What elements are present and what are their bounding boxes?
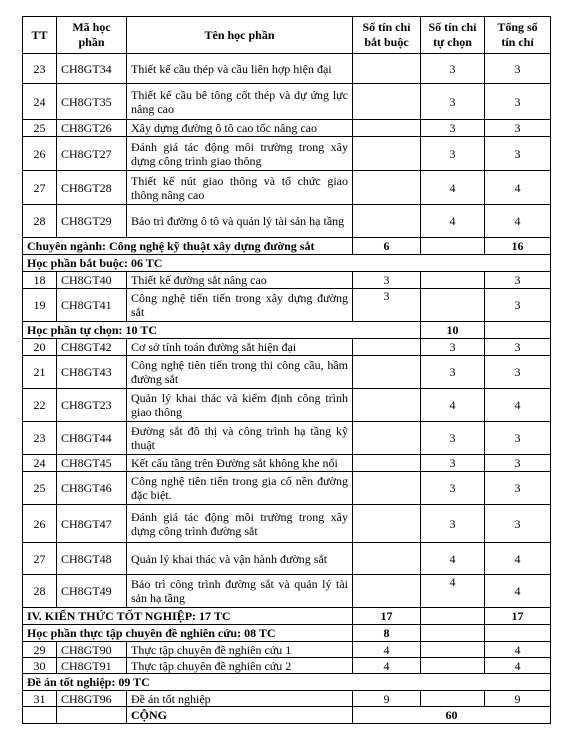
cell-name: Quản lý khai thác và kiểm định công trình giao thông [127, 389, 353, 422]
header-tt: TT [23, 17, 57, 54]
cell-tt: 25 [23, 472, 57, 505]
cell-code: CH8GT48 [57, 543, 127, 575]
cell-code: CH8GT27 [57, 137, 127, 171]
cell-total: 3 [485, 339, 551, 356]
cell-elective [421, 272, 485, 289]
section-iv-elective [421, 608, 485, 625]
cell-name: Thiết kế cầu bê tông cốt thép và dự ứng lực nâng cao [127, 84, 353, 120]
total-empty-tt [23, 707, 57, 724]
cell-total: 4 [485, 389, 551, 422]
cell-code: CH8GT42 [57, 339, 127, 356]
cell-code: CH8GT28 [57, 171, 127, 205]
cell-required [353, 505, 421, 543]
cell-name: Công nghệ tiên tiến trong thi công cầu, hầm đường sắt [127, 356, 353, 389]
thesis-heading: Đề án tốt nghiệp: 09 TC [23, 674, 551, 691]
cell-code: CH8GT44 [57, 422, 127, 455]
total-row [23, 707, 551, 724]
cell-total: 3 [485, 422, 551, 455]
cell-required [353, 543, 421, 575]
cell-code: CH8GT91 [57, 658, 127, 674]
cell-tt: 30 [23, 658, 57, 674]
major-row [23, 238, 551, 255]
cell-name: Thiết kế nút giao thông và tổ chức giao thông nâng cao [127, 171, 353, 205]
cell-required [353, 389, 421, 422]
cell-elective: 3 [421, 54, 485, 84]
cell-elective [421, 658, 485, 674]
cell-required [353, 54, 421, 84]
section-iv-label: IV. KIẾN THỨC TỐT NGHIỆP: 17 TC [23, 608, 353, 625]
header-name: Tên học phần [127, 17, 353, 54]
total-empty-code [57, 707, 127, 724]
header-code: Mã học phần [57, 17, 127, 54]
header-required-credits: Số tín chỉ bắt buộc [353, 17, 421, 54]
elective-heading-total [485, 322, 551, 339]
cell-code: CH8GT29 [57, 205, 127, 238]
cell-tt: 24 [23, 455, 57, 472]
table-row [23, 54, 551, 84]
total-value: 60 [353, 707, 551, 724]
cell-tt: 28 [23, 205, 57, 238]
cell-elective: 4 [421, 575, 485, 608]
cell-elective: 3 [421, 422, 485, 455]
cell-code: CH8GT41 [57, 289, 127, 322]
cell-elective: 4 [421, 543, 485, 575]
table-row [23, 472, 551, 505]
table-row [23, 272, 551, 289]
section-iv-row [23, 608, 551, 625]
cell-total: 3 [485, 54, 551, 84]
elective-heading-credits: 10 [421, 322, 485, 339]
cell-required [353, 84, 421, 120]
cell-tt: 19 [23, 289, 57, 322]
cell-code: CH8GT47 [57, 505, 127, 543]
section-iv-required: 17 [353, 608, 421, 625]
table-row [23, 289, 551, 322]
cell-elective [421, 642, 485, 658]
major-required: 6 [353, 238, 421, 255]
cell-required: 4 [353, 658, 421, 674]
cell-required [353, 575, 421, 608]
cell-tt: 27 [23, 543, 57, 575]
cell-code: CH8GT34 [57, 54, 127, 84]
cell-elective: 3 [421, 84, 485, 120]
cell-name: Bảo trì công trình đường sắt và quản lý tài sản hạ tầng [127, 575, 353, 608]
cell-elective: 4 [421, 205, 485, 238]
cell-total: 3 [485, 137, 551, 171]
cell-code: CH8GT90 [57, 642, 127, 658]
cell-elective: 3 [421, 505, 485, 543]
cell-elective: 3 [421, 339, 485, 356]
cell-code: CH8GT43 [57, 356, 127, 389]
cell-name: Thực tập chuyên đề nghiên cứu 1 [127, 642, 353, 658]
major-total: 16 [485, 238, 551, 255]
table-row [23, 356, 551, 389]
table-row [23, 691, 551, 707]
cell-required: 4 [353, 642, 421, 658]
table-row [23, 171, 551, 205]
cell-total: 3 [485, 356, 551, 389]
table-row [23, 339, 551, 356]
table-row [23, 575, 551, 608]
cell-elective: 3 [421, 472, 485, 505]
cell-tt: 29 [23, 642, 57, 658]
cell-name: Công nghệ tiến tiến trong xây dựng đường sắt [127, 289, 353, 322]
cell-elective: 4 [421, 389, 485, 422]
cell-code: CH8GT40 [57, 272, 127, 289]
cell-elective: 3 [421, 120, 485, 137]
cell-tt: 23 [23, 422, 57, 455]
major-elective [421, 238, 485, 255]
elective-heading-row [23, 322, 551, 339]
cell-code: CH8GT46 [57, 472, 127, 505]
mandatory-heading: Học phần bắt buộc: 06 TC [23, 255, 551, 272]
cell-tt: 22 [23, 389, 57, 422]
curriculum-table [22, 16, 551, 724]
cell-code: CH8GT49 [57, 575, 127, 608]
cell-tt: 28 [23, 575, 57, 608]
internship-heading-total [485, 625, 551, 642]
cell-elective: 3 [421, 356, 485, 389]
cell-tt: 26 [23, 137, 57, 171]
cell-total: 4 [485, 171, 551, 205]
header-total-credits: Tổng số tín chỉ [485, 17, 551, 54]
cell-total: 4 [485, 658, 551, 674]
cell-tt: 21 [23, 356, 57, 389]
table-row [23, 389, 551, 422]
cell-total: 3 [485, 84, 551, 120]
cell-total: 3 [485, 120, 551, 137]
cell-tt: 23 [23, 54, 57, 84]
cell-required: 3 [353, 289, 421, 322]
cell-name: Bảo trì đường ô tô và quản lý tài sản hạ tầng [127, 205, 353, 238]
curriculum-table-container [22, 16, 550, 724]
cell-total: 3 [485, 289, 551, 322]
cell-name: Đánh giá tác động môi trường trong xây dựng công trình giao thông [127, 137, 353, 171]
table-header-row [23, 17, 551, 54]
cell-tt: 31 [23, 691, 57, 707]
table-row [23, 455, 551, 472]
cell-tt: 24 [23, 84, 57, 120]
cell-name: Cơ sở tính toán đường sắt hiện đại [127, 339, 353, 356]
table-row [23, 543, 551, 575]
cell-name: Đề án tốt nghiệp [127, 691, 353, 707]
cell-total: 9 [485, 691, 551, 707]
cell-elective [421, 289, 485, 322]
cell-tt: 18 [23, 272, 57, 289]
header-elective-credits: Số tín chỉ tự chọn [421, 17, 485, 54]
cell-elective: 3 [421, 137, 485, 171]
table-row [23, 205, 551, 238]
cell-tt: 20 [23, 339, 57, 356]
cell-elective: 3 [421, 455, 485, 472]
cell-total: 4 [485, 205, 551, 238]
cell-tt: 25 [23, 120, 57, 137]
cell-name: Kết cấu tầng trên Đường sắt không khe nối [127, 455, 353, 472]
internship-heading-elective [421, 625, 485, 642]
section-iv-total: 17 [485, 608, 551, 625]
cell-total: 4 [485, 642, 551, 658]
cell-elective: 4 [421, 171, 485, 205]
internship-heading: Học phần thực tập chuyên đề nghiên cứu: 08 TC [23, 625, 353, 642]
cell-name: Quản lý khai thác và vận hành đường sắt [127, 543, 353, 575]
cell-total: 3 [485, 272, 551, 289]
cell-name: Thiết kế đường sắt nâng cao [127, 272, 353, 289]
total-label: CỘNG [127, 707, 353, 724]
cell-required [353, 455, 421, 472]
mandatory-heading-row [23, 255, 551, 272]
cell-required [353, 205, 421, 238]
cell-name: Thiết kế cầu thép và cầu liên hợp hiện đại [127, 54, 353, 84]
cell-total: 3 [485, 505, 551, 543]
cell-required [353, 422, 421, 455]
cell-required [353, 120, 421, 137]
cell-name: Công nghệ tiên tiến trong gia cố nền đường đặc biệt. [127, 472, 353, 505]
table-row [23, 120, 551, 137]
cell-required [353, 472, 421, 505]
table-row [23, 642, 551, 658]
cell-name: Thực tập chuyên đề nghiên cứu 2 [127, 658, 353, 674]
major-label: Chuyên ngành: Công nghệ kỹ thuật xây dựng đường sắt [23, 238, 353, 255]
table-row [23, 137, 551, 171]
cell-required: 3 [353, 272, 421, 289]
internship-heading-row [23, 625, 551, 642]
cell-required [353, 356, 421, 389]
cell-code: CH8GT45 [57, 455, 127, 472]
cell-name: Đường sắt đô thị và công trình hạ tầng kỹ thuật [127, 422, 353, 455]
cell-code: CH8GT23 [57, 389, 127, 422]
cell-total: 4 [485, 575, 551, 608]
cell-code: CH8GT26 [57, 120, 127, 137]
cell-total: 4 [485, 543, 551, 575]
cell-required [353, 137, 421, 171]
table-row [23, 658, 551, 674]
elective-heading: Học phần tự chọn: 10 TC [23, 322, 421, 339]
cell-code: CH8GT96 [57, 691, 127, 707]
cell-required: 9 [353, 691, 421, 707]
cell-required [353, 171, 421, 205]
cell-name: Xây dựng đường ô tô cao tốc nâng cao [127, 120, 353, 137]
table-row [23, 422, 551, 455]
thesis-heading-row [23, 674, 551, 691]
cell-code: CH8GT35 [57, 84, 127, 120]
cell-tt: 26 [23, 505, 57, 543]
cell-name: Đánh giá tác động môi trường trong xây dựng công trình đường sắt [127, 505, 353, 543]
table-row [23, 84, 551, 120]
cell-total: 3 [485, 472, 551, 505]
cell-elective [421, 691, 485, 707]
cell-required [353, 339, 421, 356]
table-row [23, 505, 551, 543]
internship-heading-credits: 8 [353, 625, 421, 642]
cell-total: 3 [485, 455, 551, 472]
cell-tt: 27 [23, 171, 57, 205]
